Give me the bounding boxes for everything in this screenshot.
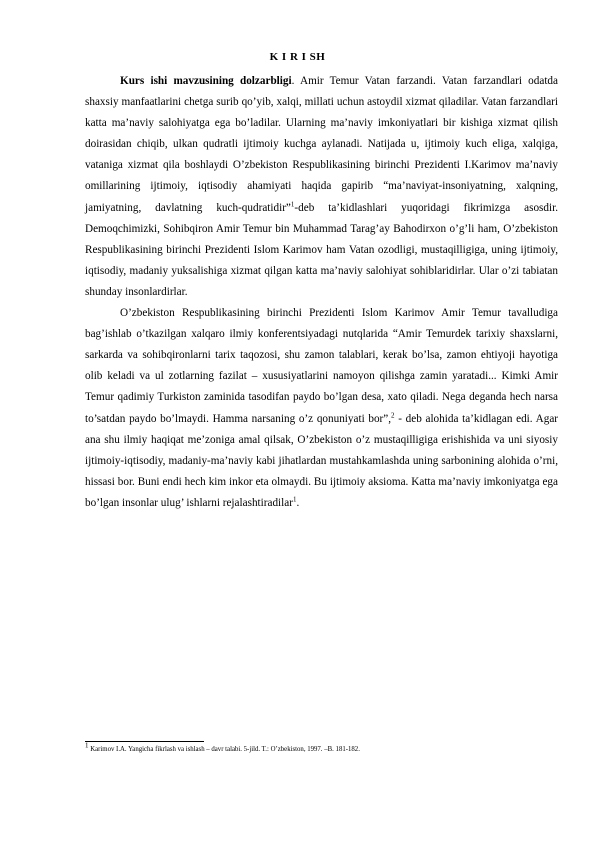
footnote-divider [85, 741, 204, 742]
footnote-text: Karimov I.A. Yangicha fikrlash va ishlash – davr talabi. 5-jild. T.: O’zbekiston, 1997. –B. 181-182. [88, 746, 360, 753]
footnote-ref-2[interactable]: 2 [391, 410, 395, 419]
footnote-ref-1[interactable]: 1 [290, 199, 295, 208]
body-text [85, 71, 558, 514]
footnote-mark: 1 [85, 741, 89, 750]
paragraph-1 [85, 71, 558, 303]
footnote [85, 741, 558, 754]
paragraph-1-text-a: . Amir Temur Vatan farzandi. Vatan farzandlari odatda shaxsiy manfaatlarini chetga surib qo’yib, xalqi, millati uchun astoydil xizmat qiladilar. Vatan farzandlari katta ma’naviy salohiyatga ega bo’ladilar. Ularning ma’naviy imkoniyatlari bir kishiga xizmat qilish doirasidan chiqib, ulkan qudratli ijtimoiy kuchga aylanadi. Natijada u, ijtimoiy kuch eliga, xalqiga, vataniga xizmat qila boshlaydi O’zbekiston Respublikasining birinchi Prezidenti I.Karimov ma’naviy omillarining ijtimoiy, iqtisodiy ahamiyati haqida gapirib “ma’naviyat-insoniyatning, xalqning, jamiyatning, davlatning kuch-qudratidir” [85, 75, 558, 214]
paragraph-1-lead: Kurs ishi mavzusining dolzarbligi [120, 75, 292, 87]
footnote-ref-3[interactable]: 1 [292, 495, 297, 504]
paragraph-2-text-c: . [296, 496, 300, 509]
paragraph-2-text-b: - deb alohida ta’kidlagan edi. Agar ana shu ilmiy haqiqat me’zoniga amal qilsak, O’zbekiston o’z mustaqilligiga erishishida va uni siyosiy ijtimoiy-iqtisodiy, madaniy-ma’naviy kabi jihatlardan mustahkamlashda uning sarbonining alohida o’rni, hissasi bor. Buni endi hech kim inkor eta olmaydi. Bu ijtimoiy aksioma. Katta ma’naviy imkoniyatga ega bo’lgan insonlar ulug’ ishlarni rejalashtiradilar [85, 412, 559, 509]
paragraph-1-text-b: -deb ta’kidlashlari yuqoridagi fikrimizga asosdir. Demoqchimizki, Sohibqiron Amir Temur bin Muhammad Tarag’ay Bahodirxon o’g’li ham, O’zbekiston Respublikasining birinchi Prezidenti Islom Karimov ham Vatan ozodligi, mustaqilligiga, uning ijtimoiy, iqtisodiy, madaniy yuksalishiga xizmat qilgan katta ma’naviy salohiyat sohiblaridirlar. Ular o’zi tabiatan shunday insonlardirlar. [85, 201, 558, 298]
paragraph-2-text-a: O’zbekiston Respublikasining birinchi Prezidenti Islom Karimov Amir Temur tavalludiga bag’ishlab o’tkazilgan xalqaro ilmiy konferentsiyadagi nutqlarida “Amir Temurdek tarixiy shaxslarni, sarkarda va sohibqironlarni tarix taqozosi, shu zamon talablari, kerak bo’lsa, zamon ehtiyoji hayotiga olib keladi va ul zotlarning fazilat – xususiyatlarini namoyon qilishga zamin yaratadi... Kimki Amir Temur qadimiy Turkiston zaminida tasodifan paydo bo’lgan desa, xato qiladi. Nega deganda hech narsa to’satdan paydo bo’lmaydi. Hamma narsaning o’z qonuniyati bor”, [85, 307, 558, 425]
paragraph-2 [85, 303, 558, 514]
page-heading: K I R I SH [269, 51, 326, 63]
